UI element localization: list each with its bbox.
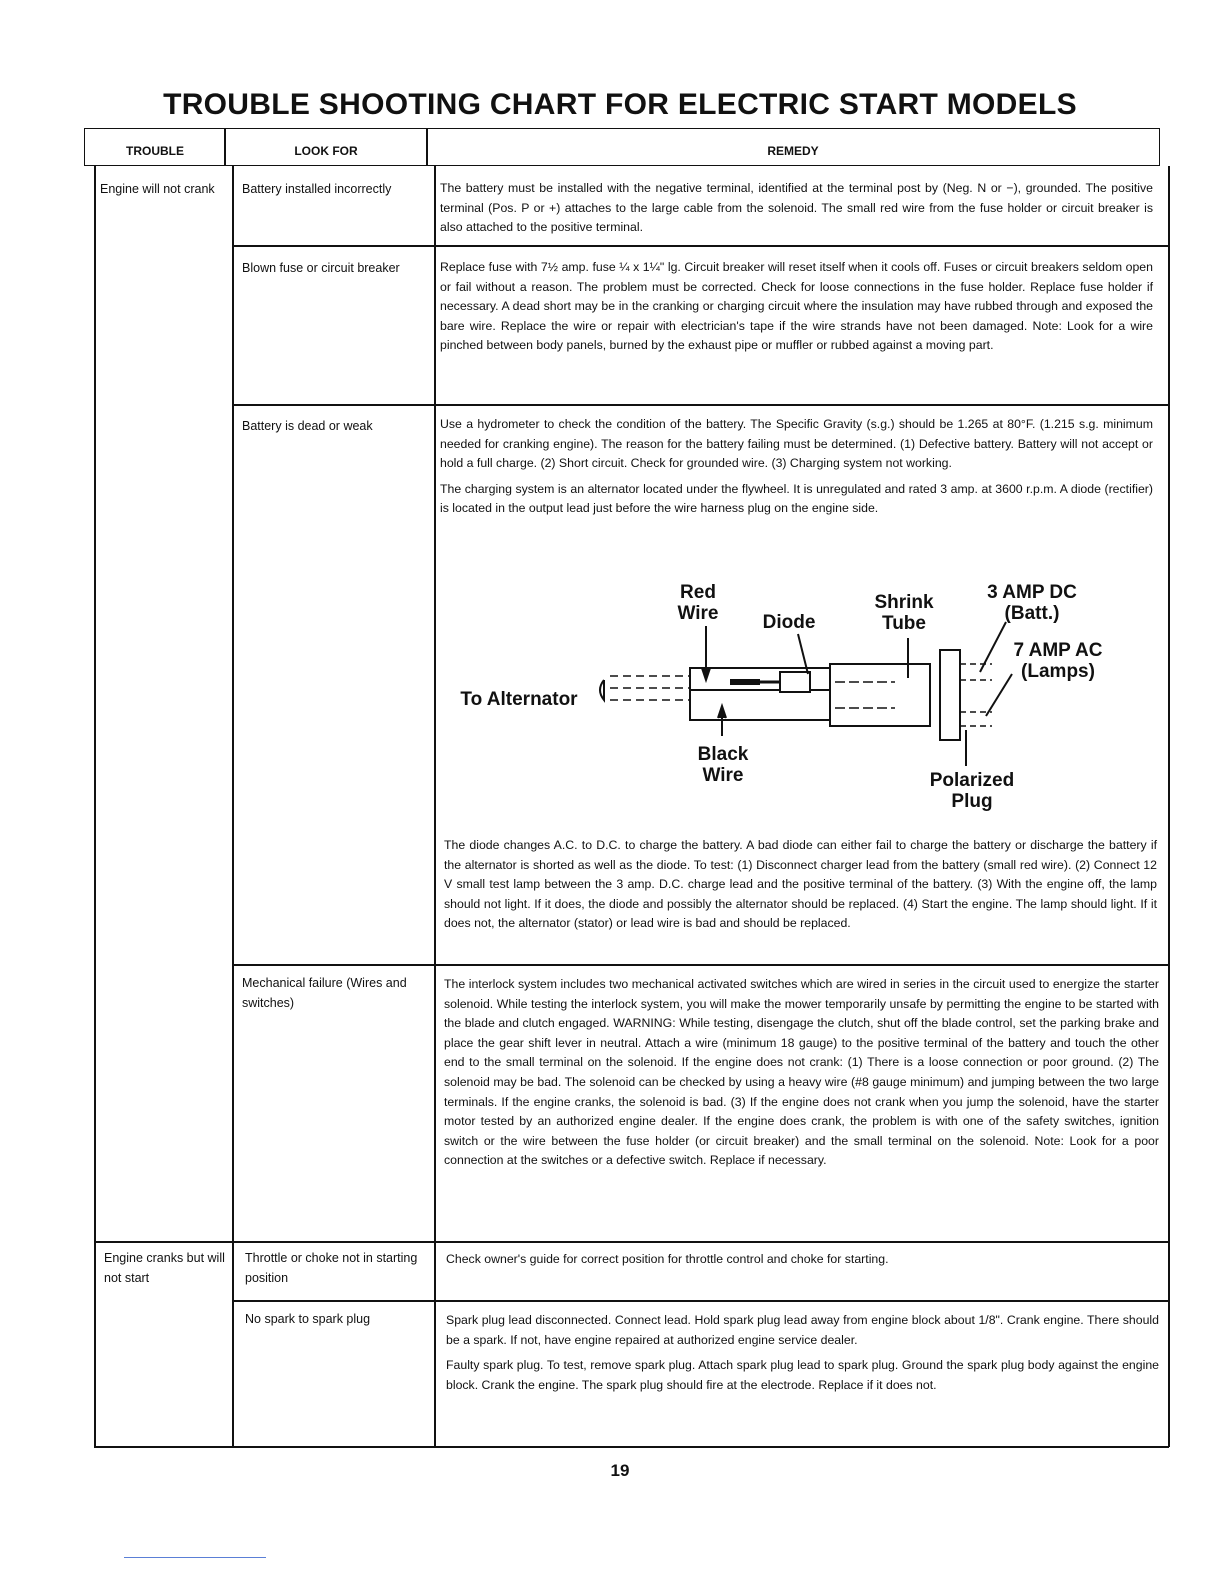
remedy-paragraph: The battery must be installed with the negative terminal, identified at the terminal post by (Neg. N or −), grounded. The positive terminal (Pos. P or +) attaches to the large cable from the solenoid. The small red wire from the fuse holder or circuit breaker is also attached to the positive terminal. xyxy=(440,181,1153,235)
remedy-paragraph: Use a hydrometer to check the condition of the battery. The Specific Gravity (s.g.) should be 1.265 at 80°F. (1.215 s.g. minimum needed for cranking engine). The reason for the battery failing must be determined. (1) Defective battery. Battery will not accept or hold a full charge. (2) Short circuit. Check for grounded wire. (3) Charging system not working. xyxy=(440,417,1153,471)
look-for-cell: Blown fuse or circuit breaker xyxy=(242,261,400,275)
header-remedy: REMEDY xyxy=(767,144,819,158)
shrink-tube-icon xyxy=(830,664,930,726)
label-diode: Diode xyxy=(762,612,816,633)
table-bottom-rule xyxy=(94,1446,1169,1448)
label-to-alternator: To Alternator xyxy=(460,689,578,710)
row-rule xyxy=(232,964,1169,966)
row-rule xyxy=(232,404,1169,406)
remedy-cell xyxy=(444,975,1159,1177)
remedy-cell xyxy=(446,1250,1159,1276)
trouble-cell: Engine will not crank xyxy=(100,182,215,196)
header-trouble: TROUBLE xyxy=(126,144,184,158)
polarized-plug-icon xyxy=(940,650,960,740)
remedy-cell xyxy=(446,1311,1159,1401)
look-for-cell: Throttle or choke not in starting position xyxy=(245,1251,418,1285)
remedy-cell xyxy=(440,415,1153,525)
table-col2-rule xyxy=(434,166,436,1447)
footer-line xyxy=(124,1557,266,1558)
look-for-cell: Battery installed incorrectly xyxy=(242,182,392,196)
diode-diagram xyxy=(440,576,1160,838)
header-look-for: LOOK FOR xyxy=(294,144,358,158)
label-3amp-dc: 3 AMP DC (Batt.) xyxy=(987,582,1077,624)
remedy-paragraph: Replace fuse with 7½ amp. fuse ¼ x 1¼" lg. Circuit breaker will reset itself when it cools off. Fuses or circuit breakers seldom open or fail without a reason. The problem must be corrected. Check for loose connections in the fuse holder. Replace fuse holder if necessary. A dead short may be in the cranking or charging circuit where the insulation may have rubbed through and exposed the bare wire. Replace the wire or repair with electrician's tape if the wire strands have not been damaged. Note: Look for a wire pinched between body panels, burned by the exhaust pipe or muffler or rubbed against a moving part. xyxy=(440,260,1153,353)
pointer-3amp xyxy=(980,622,1006,672)
label-red-wire: Red Wire xyxy=(677,582,719,624)
row-rule xyxy=(94,1241,1169,1243)
look-for-cell: Mechanical failure (Wires and switches) xyxy=(242,976,407,1010)
alternator-arrow-icon xyxy=(600,680,604,700)
remedy-paragraph: The interlock system includes two mechanical activated switches which are wired in series in the circuit used to energize the starter solenoid. While testing the interlock system, you will make the mower temporarily unsafe by permitting the engine to be started with the blade and clutch engaged. WARNING: While testing, disengage the clutch, shut off the blade control, set the parking brake and place the gear shift lever in neutral. Attach a wire (minimum 18 gauge) to the positive terminal of the battery and touch the other end to the small terminal on the solenoid. If the engine does not crank: (1) There is a loose connection or poor ground. (2) The solenoid may be bad. The solenoid can be checked by using a heavy wire (#8 gauge minimum) and jumping between the two large terminals. If the engine cranks, the solenoid is bad. (3) If the engine does not crank when you jump the solenoid, have the starter motor tested by an authorized engine dealer. If the engine does crank, the problem is with one of the safety switches, ignition switch or the wire between the fuse holder (or circuit breaker) and the small terminal on the solenoid. Note: Look for a poor connection at the switches or a defective switch. Replace if necessary. xyxy=(444,977,1159,1168)
trouble-cell: Engine cranks but will not start xyxy=(104,1251,225,1285)
look-for-cell: No spark to spark plug xyxy=(245,1312,371,1326)
table-right-rule xyxy=(1168,166,1170,1447)
remedy-paragraph: Faulty spark plug. To test, remove spark plug. Attach spark plug lead to spark plug. Ground the spark plug body against the engine block. Crank the engine. The spark plug should fire at the electrode. Replace if it does not. xyxy=(446,1358,1159,1392)
label-black-wire: Black Wire xyxy=(697,744,749,786)
table-left-rule xyxy=(94,166,96,1447)
row-rule xyxy=(232,1300,1169,1302)
page-title: TROUBLE SHOOTING CHART FOR ELECTRIC START MODELS xyxy=(163,88,1077,121)
remedy-cell xyxy=(440,258,1153,362)
remedy-paragraph: The diode changes A.C. to D.C. to charge the battery. A bad diode can either fail to charge the battery or discharge the battery if the alternator is shorted as well as the diode. To test: (1) Disconnect charger lead from the battery (small red wire). (2) Connect 12 V small test lamp between the 3 amp. D.C. charge lead and the positive terminal of the battery. (3) With the engine off, the lamp should not light. If it does, the diode and possibly the alternator should be replaced. (4) Start the engine. The lamp should light. If it does not, the alternator (stator) or lead wire is bad and should be replaced. xyxy=(444,838,1157,931)
label-polarized-plug: Polarized Plug xyxy=(929,770,1015,812)
header-divider-2 xyxy=(426,128,428,166)
label-7amp-ac: 7 AMP AC (Lamps) xyxy=(1013,640,1103,682)
remedy-cell xyxy=(444,836,1157,940)
remedy-paragraph: The charging system is an alternator located under the flywheel. It is unregulated and rated 3 amp. at 3600 r.p.m. A diode (rectifier) is located in the output lead just before the wire harness plug on the engine side. xyxy=(440,481,1153,516)
table-col1-rule xyxy=(232,166,234,1447)
diode-body-icon xyxy=(780,672,810,692)
label-shrink-tube: Shrink Tube xyxy=(874,592,934,634)
remedy-cell xyxy=(440,179,1153,244)
remedy-paragraph: Spark plug lead disconnected. Connect lead. Hold spark plug lead away from engine block about 1/8". Crank engine. There should be a spark. If not, have engine repaired at authorized engine service dealer. xyxy=(446,1313,1159,1347)
header-divider-1 xyxy=(224,128,226,166)
row-rule xyxy=(232,245,1169,247)
look-for-cell: Battery is dead or weak xyxy=(242,419,373,433)
remedy-paragraph: Check owner's guide for correct position for throttle control and choke for starting. xyxy=(446,1252,889,1266)
page-number: 19 xyxy=(610,1461,630,1480)
